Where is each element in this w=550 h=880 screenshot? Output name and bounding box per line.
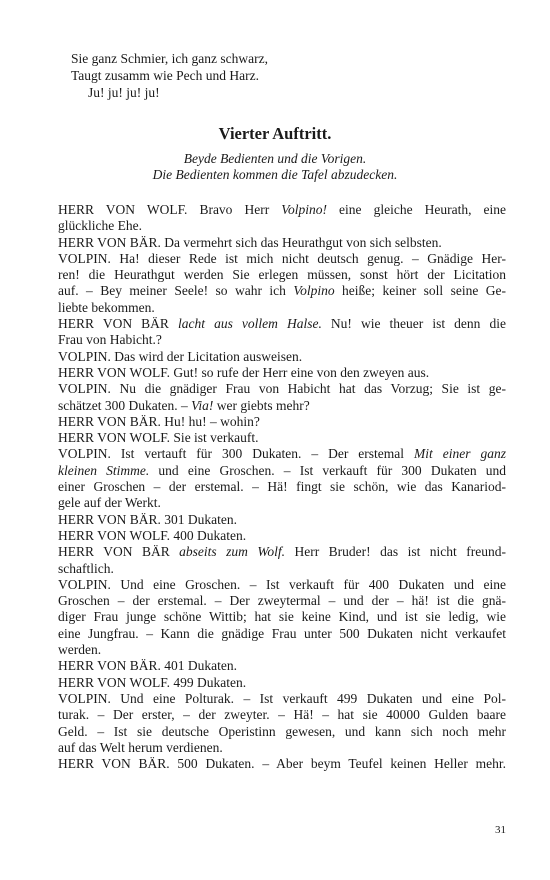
dialogue-text: schätzet 300 Dukaten. – (58, 397, 192, 413)
dialogue-line (58, 446, 506, 462)
stage-direction (0, 151, 550, 183)
dialogue-text: HERR VON BÄR. Da vermehrt sich das Heurathgut von sich selbsten. (58, 234, 442, 250)
verse-block (71, 50, 268, 101)
dialogue-line (58, 707, 506, 723)
dialogue-text: auf das Welt herum verdienen. (58, 739, 223, 755)
dialogue-text: Geld. – Ist sie deutsche Operistinn gewesen, und kann sich noch mehr (58, 723, 506, 739)
dialogue-line (58, 691, 506, 707)
dialogue-line (58, 544, 506, 560)
dialogue-line (58, 724, 506, 740)
dialogue-line (58, 577, 506, 593)
dialogue-line (58, 251, 506, 267)
dialogue-line (58, 414, 506, 430)
dialogue-line (58, 300, 506, 316)
dialogue-text: glückliche Ehe. (58, 218, 142, 234)
dialogue-line (58, 675, 506, 691)
dialogue-text: heiße; keiner soll seine Ge- (334, 283, 506, 299)
dialogue-line (58, 463, 506, 479)
dialogue-text: HERR VON WOLF. 499 Dukaten. (58, 674, 247, 690)
dialogue-line (58, 235, 506, 251)
dialogue-text: HERR VON BÄR. 301 Dukaten. (58, 511, 238, 527)
dialogue-text: und eine Groschen. – Ist verkauft für 300 Dukaten und (149, 462, 506, 478)
dialogue-line (58, 218, 506, 234)
stage-direction-line: Beyde Bedienten und die Vorigen. (183, 151, 367, 166)
dialogue-text: VOLPIN. Und eine Groschen. – Ist verkauft für 400 Dukaten und eine (58, 576, 506, 592)
stage-aside-text: Volpino! (281, 202, 328, 217)
dialogue-text: VOLPIN. Ha! dieser Rede ist mich nicht deutsch genug. – Gnädige Her- (58, 250, 506, 266)
dialogue-line (58, 495, 506, 511)
dialogue-line (58, 365, 506, 381)
dialogue-text: werden. (58, 642, 102, 658)
stage-aside-text: Volpino (293, 283, 335, 299)
dialogue-text: turak. – Der erster, – der zweyter. – Hä! – hat sie 40000 Gulden baare (58, 707, 506, 723)
dialogue-line (58, 740, 506, 756)
dialogue-text: HERR VON BÄR. 401 Dukaten. (58, 658, 238, 674)
dialogue-line (58, 512, 506, 528)
dialogue-line (58, 479, 506, 495)
dialogue-text: VOLPIN. Ist vertauft für 300 Dukaten. – Der erstemal (58, 446, 415, 462)
dialogue-text: HERR VON WOLF. Sie ist verkauft. (58, 430, 259, 446)
dialogue-text: VOLPIN. Und eine Polturak. – Ist verkauft 499 Dukaten und eine Pol- (58, 690, 506, 706)
dialogue-text: HERR VON BÄR (58, 316, 178, 332)
dialogue-text: Groschen – der erstemal. – Der zweytermal – und der – hä! ist die gnä- (58, 593, 506, 609)
dialogue-line (58, 609, 506, 625)
dialogue-text: Frau von Habicht.? (58, 332, 162, 348)
verse-line: Taugt zusamm wie Pech und Harz. (71, 68, 259, 83)
dialogue-text: HERR VON WOLF. Gut! so rufe der Herr eine von den zweyen aus. (58, 364, 430, 380)
stage-aside-text: lacht aus vollem Halse. (178, 316, 322, 332)
dialogue-text: ren! die Heurathgut werden Sie erlegen müssen, sonst hört der Licitation (58, 267, 506, 283)
dialogue-text: HERR VON WOLF. 400 Dukaten. (58, 527, 247, 543)
dialogue-text: HERR VON WOLF. Bravo Herr (58, 202, 282, 217)
dialogue-line (58, 332, 506, 348)
dialogue-line (58, 642, 506, 658)
dialogue-text: VOLPIN. Nu die gnädiger Frau von Habicht hat das Vorzug; Sie ist ge- (58, 381, 506, 397)
dialogue-block (58, 202, 506, 772)
dialogue-line (58, 756, 506, 772)
dialogue-text: VOLPIN. Das wird der Licitation ausweisen. (58, 348, 303, 364)
dialogue-line (58, 593, 506, 609)
dialogue-line (58, 349, 506, 365)
dialogue-text: einer Groschen – der erstemal. – Hä! fingt sie schön, wie das Kanariod- (58, 479, 506, 495)
dialogue-line (58, 398, 506, 414)
scene-title: Vierter Auftritt. (218, 124, 332, 143)
dialogue-text: liebte bekommen. (58, 299, 155, 315)
dialogue-text: HERR VON BÄR. Hu! hu! – wohin? (58, 413, 260, 429)
dialogue-line (58, 528, 506, 544)
verse-line: Sie ganz Schmier, ich ganz schwarz, (71, 51, 269, 66)
stage-aside-text: kleinen Stimme. (58, 462, 150, 478)
stage-aside-text: abseits zum Wolf. (179, 544, 285, 560)
dialogue-line (58, 267, 506, 283)
stage-aside-text: Via! (191, 397, 214, 413)
dialogue-text: eine gleiche Heurath, eine (327, 202, 506, 217)
dialogue-line (58, 561, 506, 577)
dialogue-text: HERR VON BÄR (58, 544, 180, 560)
stage-direction-line: Die Bedienten kommen die Tafel abzudecken. (152, 167, 398, 182)
dialogue-line (58, 202, 506, 218)
dialogue-text: HERR VON BÄR. 500 Dukaten. – Aber beym Teufel keinen Heller mehr. (58, 756, 506, 772)
dialogue-text: auf. – Bey meiner Seele! so wahr ich (58, 283, 294, 299)
dialogue-text: gele auf der Werkt. (58, 495, 161, 511)
dialogue-line (58, 626, 506, 642)
dialogue-line (58, 430, 506, 446)
dialogue-text: eine Jungfrau. – Kann die gnädige Frau unter 500 Dukaten nicht verkaufet (58, 625, 506, 641)
dialogue-text: schaftlich. (58, 560, 114, 576)
dialogue-line (58, 381, 506, 397)
stage-aside-text: Mit einer ganz (414, 446, 506, 462)
page-number: 31 (495, 824, 506, 836)
dialogue-text: diger Frau junge schöne Wittib; hat sie keine Kind, und ist sie ledig, wie (58, 609, 506, 625)
dialogue-text: Nu! wie theuer ist denn die (321, 316, 506, 332)
verse-line: Ju! ju! ju! ju! (88, 85, 160, 100)
dialogue-line (58, 658, 506, 674)
dialogue-line (58, 316, 506, 332)
dialogue-line (58, 283, 506, 299)
dialogue-text: wer giebts mehr? (213, 397, 310, 413)
dialogue-text: Herr Bruder! das ist nicht freund- (285, 544, 506, 560)
